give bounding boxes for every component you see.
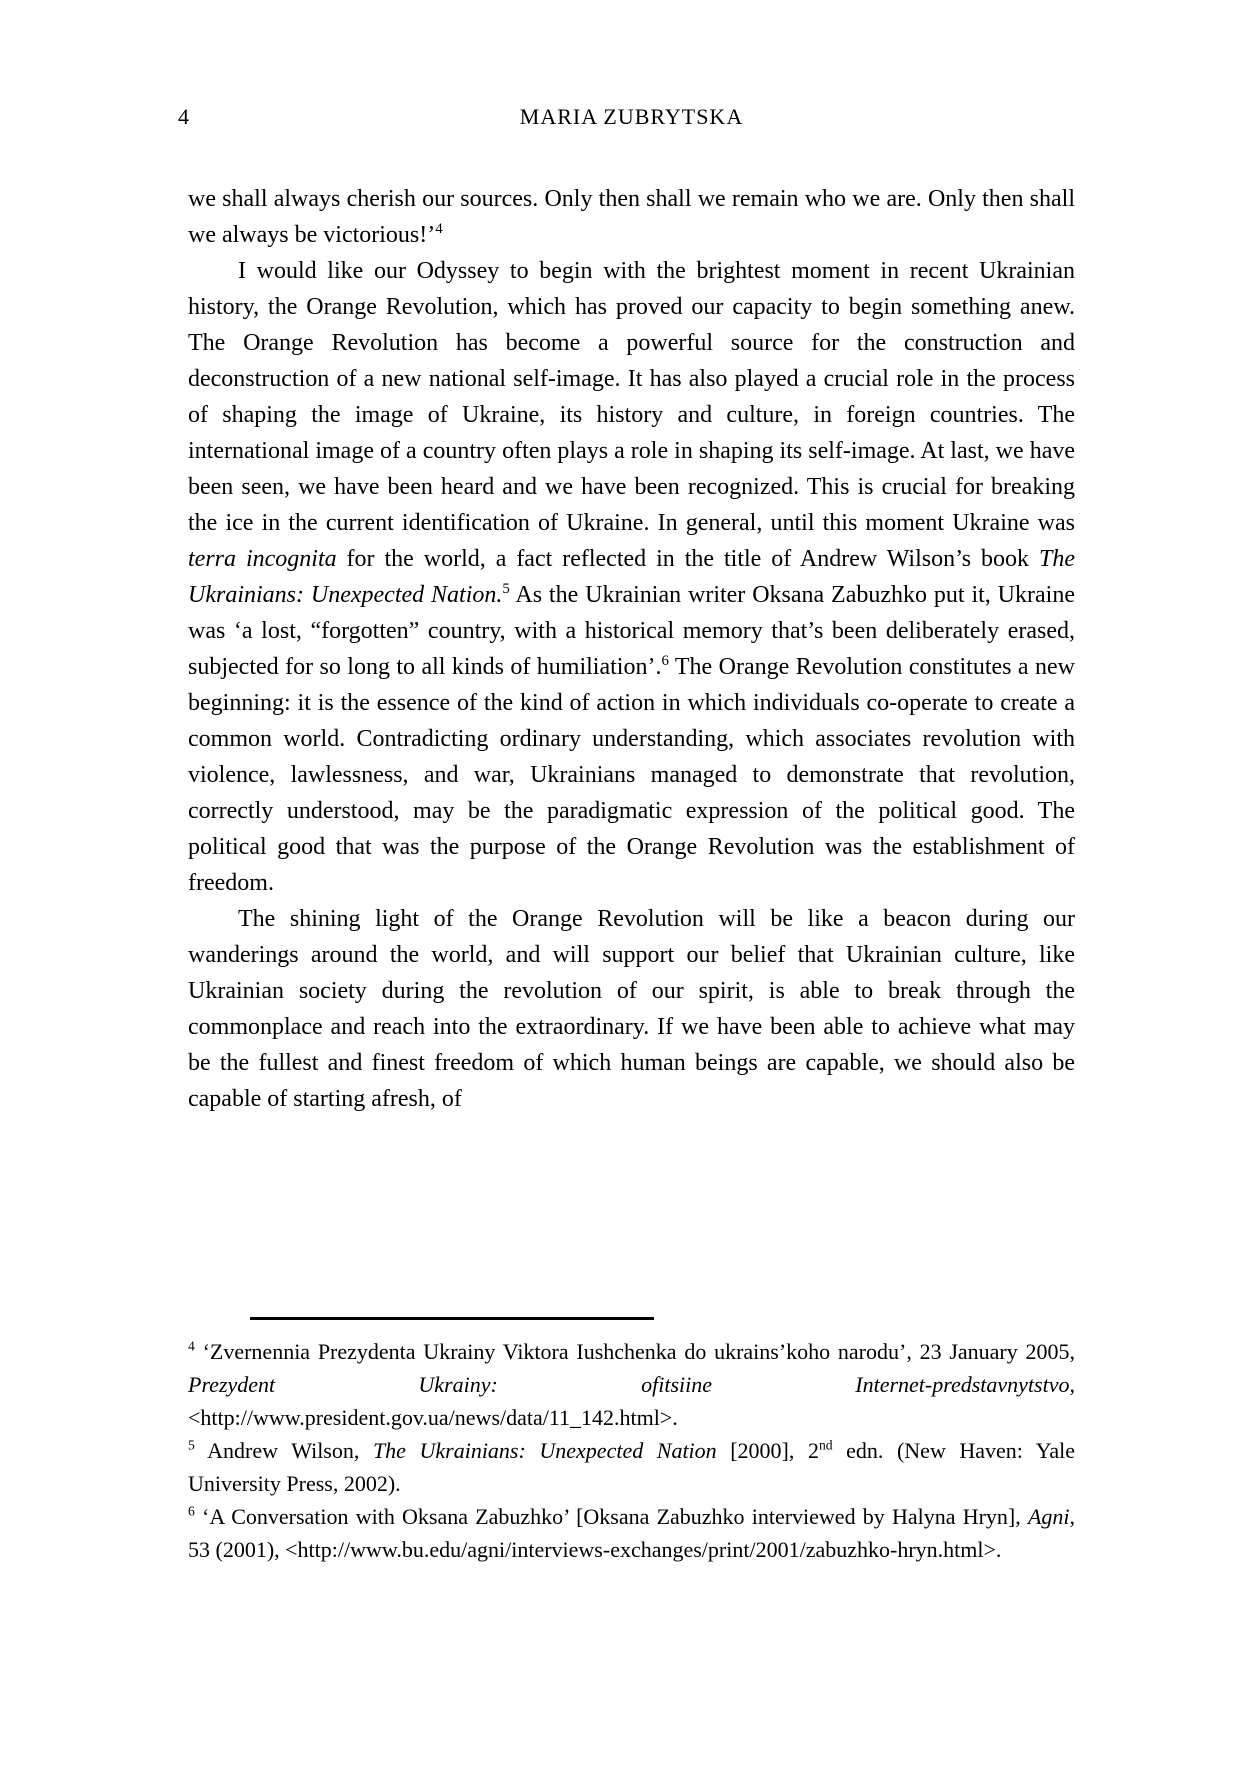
footnote-ref: 5 bbox=[502, 581, 510, 597]
page-header bbox=[178, 104, 1075, 130]
footnote-ref: 6 bbox=[661, 653, 669, 669]
footnote-marker: 4 bbox=[188, 1338, 195, 1354]
footnote-marker: 5 bbox=[188, 1437, 195, 1453]
footnote-marker: 6 bbox=[188, 1503, 195, 1519]
italic-text-run: The Ukrainians: Unexpected Nation. bbox=[188, 546, 1075, 608]
running-title: MARIA ZUBRYTSKA bbox=[519, 104, 744, 129]
text-run: , <http://www.president.gov.ua/news/data/11_142.html>. bbox=[188, 1372, 1075, 1430]
footnote-item bbox=[188, 1434, 1075, 1500]
page-number: 4 bbox=[178, 104, 189, 129]
text-run: edn. (New Haven: Yale University Press, 2002). bbox=[188, 1438, 1075, 1496]
footnote-item bbox=[188, 1335, 1075, 1434]
text-run: I would like our Odyssey to begin with the brightest moment in recent Ukrainian history, the Orange Revolution, which has proved our capacity to begin something anew. The Orange Revolution has become a powerful source for the construction and deconstruction of a new national self-image. It has also played a crucial role in the process of shaping the image of Ukraine, its history and culture, in foreign countries. The international image of a country often plays a role in shaping its self-image. At last, we have been seen, we have been heard and we have been recognized. This is crucial for breaking the ice in the current identification of Ukraine. In general, until this moment Ukraine was bbox=[188, 258, 1075, 536]
text-run: for the world, a fact reflected in the title of Andrew Wilson’s book bbox=[336, 546, 1039, 572]
text-run: The shining light of the Orange Revolution will be like a beacon during our wanderings around the world, and will support our belief that Ukrainian culture, like Ukrainian society during the revolution of our spirit, is able to break through the commonplace and reach into the extraordinary. If we have been able to achieve what may be the fullest and finest freedom of which human beings are capable, we should also be capable of starting afresh, of bbox=[188, 906, 1075, 1112]
body-paragraph bbox=[188, 253, 1075, 901]
italic-text-run: Prezydent Ukrainy: ofitsiine Internet-predstavnytstvo bbox=[188, 1372, 1070, 1397]
footnote-ref: 4 bbox=[435, 221, 443, 237]
text-run: The Orange Revolution constitutes a new beginning: it is the essence of the kind of action in which individuals co-operate to create a common world. Contradicting ordinary understanding, which associates revolution with violence, lawlessness, and war, Ukrainians managed to demonstrate that revolution, correctly understood, may be the paradigmatic expression of the political good. The political good that was the purpose of the Orange Revolution was the establishment of freedom. bbox=[188, 654, 1075, 896]
superscript-text: nd bbox=[818, 1437, 833, 1453]
text-run: ‘Zvernennia Prezydenta Ukrainy Viktora Iushchenka do ukrains’koho narodu’, 23 January 2005, bbox=[202, 1339, 1076, 1364]
text-run: [2000], 2 bbox=[716, 1438, 819, 1463]
italic-text-run: terra incognita bbox=[188, 546, 337, 572]
text-run: As the Ukrainian writer Oksana Zabuzhko put it, Ukraine was ‘a lost, “forgotten” country, with a historical memory that’s been deliberately erased, subjected for so long to all kinds of humiliation’. bbox=[188, 582, 1075, 680]
italic-text-run: The Ukrainians: Unexpected Nation bbox=[372, 1438, 717, 1463]
text-run: we shall always cherish our sources. Only then shall we remain who we are. Only then shall we always be victorious!’ bbox=[188, 186, 1075, 248]
body-text bbox=[188, 181, 1075, 1117]
text-run: , 53 (2001), <http://www.bu.edu/agni/interviews-exchanges/print/2001/zabuzhko-hryn.html>. bbox=[188, 1504, 1075, 1562]
text-run: ‘A Conversation with Oksana Zabuzhko’ [Oksana Zabuzhko interviewed by Halyna Hryn], bbox=[202, 1504, 1028, 1529]
italic-text-run: Agni bbox=[1027, 1504, 1070, 1529]
footnotes-section bbox=[188, 1335, 1075, 1566]
body-paragraph bbox=[188, 901, 1075, 1117]
footnote-item bbox=[188, 1500, 1075, 1566]
footnote-separator bbox=[250, 1317, 654, 1320]
body-paragraph bbox=[188, 181, 1075, 253]
text-run: Andrew Wilson, bbox=[207, 1438, 373, 1463]
